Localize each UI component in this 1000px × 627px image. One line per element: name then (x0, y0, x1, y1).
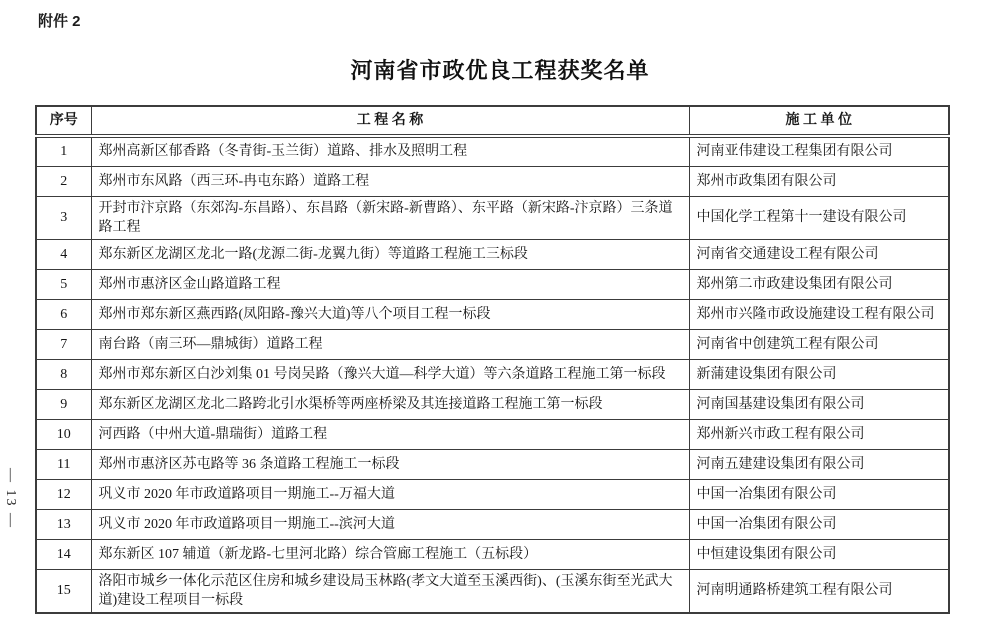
table-row (36, 449, 949, 479)
table-row (36, 136, 949, 166)
company-cell: 中国一冶集团有限公司 (689, 479, 949, 509)
seq-cell: 6 (36, 299, 91, 329)
seq-cell: 12 (36, 479, 91, 509)
company-cell: 郑州市兴隆市政设施建设工程有限公司 (689, 299, 949, 329)
company-cell: 郑州市政集团有限公司 (689, 166, 949, 196)
table-row (36, 419, 949, 449)
seq-cell: 15 (36, 569, 91, 613)
seq-cell: 14 (36, 539, 91, 569)
project-cell: 洛阳市城乡一体化示范区住房和城乡建设局玉林路(孝文大道至玉溪西街)、(玉溪东街至光武大道)建设工程项目一标段 (91, 569, 689, 613)
table-row (36, 299, 949, 329)
seq-cell: 9 (36, 389, 91, 419)
company-cell: 河南省交通建设工程有限公司 (689, 239, 949, 269)
header-company: 施 工 单 位 (689, 106, 949, 136)
company-cell: 中恒建设集团有限公司 (689, 539, 949, 569)
project-cell: 河西路（中州大道-鼎瑞街）道路工程 (91, 419, 689, 449)
attachment-label: 附件 2 (38, 13, 81, 30)
table-row (36, 166, 949, 196)
award-table (35, 105, 950, 614)
seq-cell: 7 (36, 329, 91, 359)
project-cell: 开封市汴京路（东郊沟-东昌路）、东昌路（新宋路-新曹路）、东平路（新宋路-汴京路）三条道路工程 (91, 196, 689, 239)
project-cell: 巩义市 2020 年市政道路项目一期施工--万福大道 (91, 479, 689, 509)
project-cell: 郑州市郑东新区白沙刘集 01 号岗吴路（豫兴大道—科学大道）等六条道路工程施工第一标段 (91, 359, 689, 389)
company-cell: 中国化学工程第十一建设有限公司 (689, 196, 949, 239)
table-row (36, 196, 949, 239)
project-cell: 郑州市惠济区金山路道路工程 (91, 269, 689, 299)
company-cell: 河南亚伟建设工程集团有限公司 (689, 136, 949, 166)
header-project: 工 程 名 称 (91, 106, 689, 136)
project-cell: 郑州市东风路（西三环-冉屯东路）道路工程 (91, 166, 689, 196)
side-page-number: — 13 — (3, 468, 18, 529)
company-cell: 河南明通路桥建筑工程有限公司 (689, 569, 949, 613)
company-cell: 新蒲建设集团有限公司 (689, 359, 949, 389)
seq-cell: 11 (36, 449, 91, 479)
seq-cell: 4 (36, 239, 91, 269)
seq-cell: 10 (36, 419, 91, 449)
project-cell: 郑东新区龙湖区龙北一路(龙源二街-龙翼九街）等道路工程施工三标段 (91, 239, 689, 269)
seq-cell: 8 (36, 359, 91, 389)
company-cell: 河南国基建设集团有限公司 (689, 389, 949, 419)
company-cell: 河南五建建设集团有限公司 (689, 449, 949, 479)
seq-cell: 13 (36, 509, 91, 539)
company-cell: 河南省中创建筑工程有限公司 (689, 329, 949, 359)
table-row (36, 329, 949, 359)
table-row (36, 509, 949, 539)
table-row (36, 269, 949, 299)
seq-cell: 3 (36, 196, 91, 239)
table-row (36, 479, 949, 509)
table-row (36, 239, 949, 269)
seq-cell: 1 (36, 136, 91, 166)
header-seq: 序号 (36, 106, 91, 136)
company-cell: 郑州新兴市政工程有限公司 (689, 419, 949, 449)
table-header-row (36, 106, 949, 136)
project-cell: 郑东新区龙湖区龙北二路跨北引水渠桥等两座桥梁及其连接道路工程施工第一标段 (91, 389, 689, 419)
project-cell: 郑州市惠济区苏屯路等 36 条道路工程施工一标段 (91, 449, 689, 479)
project-cell: 郑州高新区郁香路（冬青街-玉兰街）道路、排水及照明工程 (91, 136, 689, 166)
table-row (36, 359, 949, 389)
company-cell: 郑州第二市政建设集团有限公司 (689, 269, 949, 299)
seq-cell: 2 (36, 166, 91, 196)
table-row (36, 389, 949, 419)
page-title: 河南省市政优良工程获奖名单 (350, 58, 650, 83)
project-cell: 郑东新区 107 辅道（新龙路-七里河北路）综合管廊工程施工（五标段） (91, 539, 689, 569)
table-row (36, 539, 949, 569)
table-row (36, 569, 949, 613)
company-cell: 中国一冶集团有限公司 (689, 509, 949, 539)
project-cell: 郑州市郑东新区燕西路(凤阳路-豫兴大道)等八个项目工程一标段 (91, 299, 689, 329)
project-cell: 巩义市 2020 年市政道路项目一期施工--滨河大道 (91, 509, 689, 539)
project-cell: 南台路（南三环—鼎城街）道路工程 (91, 329, 689, 359)
seq-cell: 5 (36, 269, 91, 299)
